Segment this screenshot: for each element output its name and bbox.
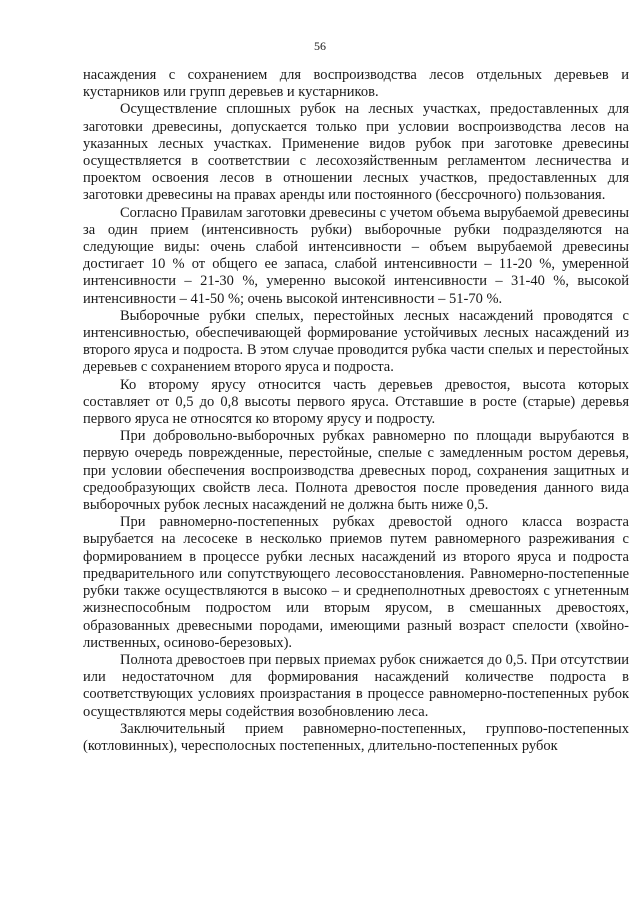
page-number: 56 xyxy=(314,39,326,53)
paragraph-stand-density: Полнота древостоев при первых приемах рубок снижается до 0,5. При отсутствии или недостаточном для формирования насаждений количестве подроста в соответствующих условиях произрастания в процессе равномерно-постепенных рубок осуществляются меры содействия возобновлению леса. xyxy=(83,651,629,720)
paragraph-selective-cutting: Выборочные рубки спелых, перестойных лесных насаждений проводятся с интенсивностью, обеспечивающей формирование устойчивых лесных насаждений из второго яруса и подроста. В этом случае проводится рубка части спелых и перестойных деревьев с сохранением второго яруса и подроста. xyxy=(83,307,629,376)
paragraph-voluntary-selective: При добровольно-выборочных рубках равномерно по площади вырубаются в первую очередь поврежденные, перестойные, спелые с замедленным ростом деревья, при условии обеспечения воспроизводства древесных пород, сохранения защитных и средообразующих свойств леса. Полнота древостоя после проведения данного вида выборочных рубок лесных насаждений не должна быть ниже 0,5. xyxy=(83,428,629,514)
paragraph-clear-cutting: Осуществление сплошных рубок на лесных участках, предоставленных для заготовки древесины, допускается только при условии воспроизводства лесов на указанных лесных участках. Применение видов рубок при заготовке древесины осуществляется в соответствии с лесохозяйственным регламентом лесничества и проектом освоения лесов в отношении лесных участков, предоставленных для заготовки древесины на правах аренды или постоянного (бессрочного) пользования. xyxy=(83,101,629,204)
paragraph-second-tier: Ко второму ярусу относится часть деревьев древостоя, высота которых составляет от 0,5 до 0,8 высоты первого яруса. Отставшие в росте (старые) деревья первого яруса не относятся ко второму ярусу и подросту. xyxy=(83,376,629,428)
document-body xyxy=(83,67,629,755)
paragraph-final-stage: Заключительный прием равномерно-постепенных, группово-постепенных (котловинных), чересполосных постепенных, длительно-постепенных рубок xyxy=(83,720,629,754)
paragraph-cutting-intensity: Согласно Правилам заготовки древесины с учетом объема вырубаемой древесины за один прием (интенсивность рубки) выборочные рубки подразделяются на следующие виды: очень слабой интенсивности – объем вырубаемой древесины достигает 10 % от общего ее запаса, слабой интенсивности – 11-20 %, умеренной интенсивности – 21-30 %, умеренно высокой интенсивности – 31-40 %, высокой интенсивности – 41-50 %; очень высокой интенсивности – 51-70 %. xyxy=(83,204,629,307)
paragraph-uniform-gradual: При равномерно-постепенных рубках древостой одного класса возраста вырубается на лесосеке в несколько приемов путем равномерного разреживания с формированием в процессе рубки лесных насаждений из второго яруса и подроста предварительного или сопутствующего лесовосстановления. Равномерно-постепенные рубки также осуществляются в высоко – и среднеполнотных древостоях с угнетенным жизнеспособным подростом или вторым ярусом, в смешанных древостоях, образованных древесными породами, имеющими разный возраст спелости (хвойно-лиственных, осиново-березовых). xyxy=(83,514,629,651)
paragraph-continued: насаждения с сохранением для воспроизводства лесов отдельных деревьев и кустарников или групп деревьев и кустарников. xyxy=(83,67,629,101)
